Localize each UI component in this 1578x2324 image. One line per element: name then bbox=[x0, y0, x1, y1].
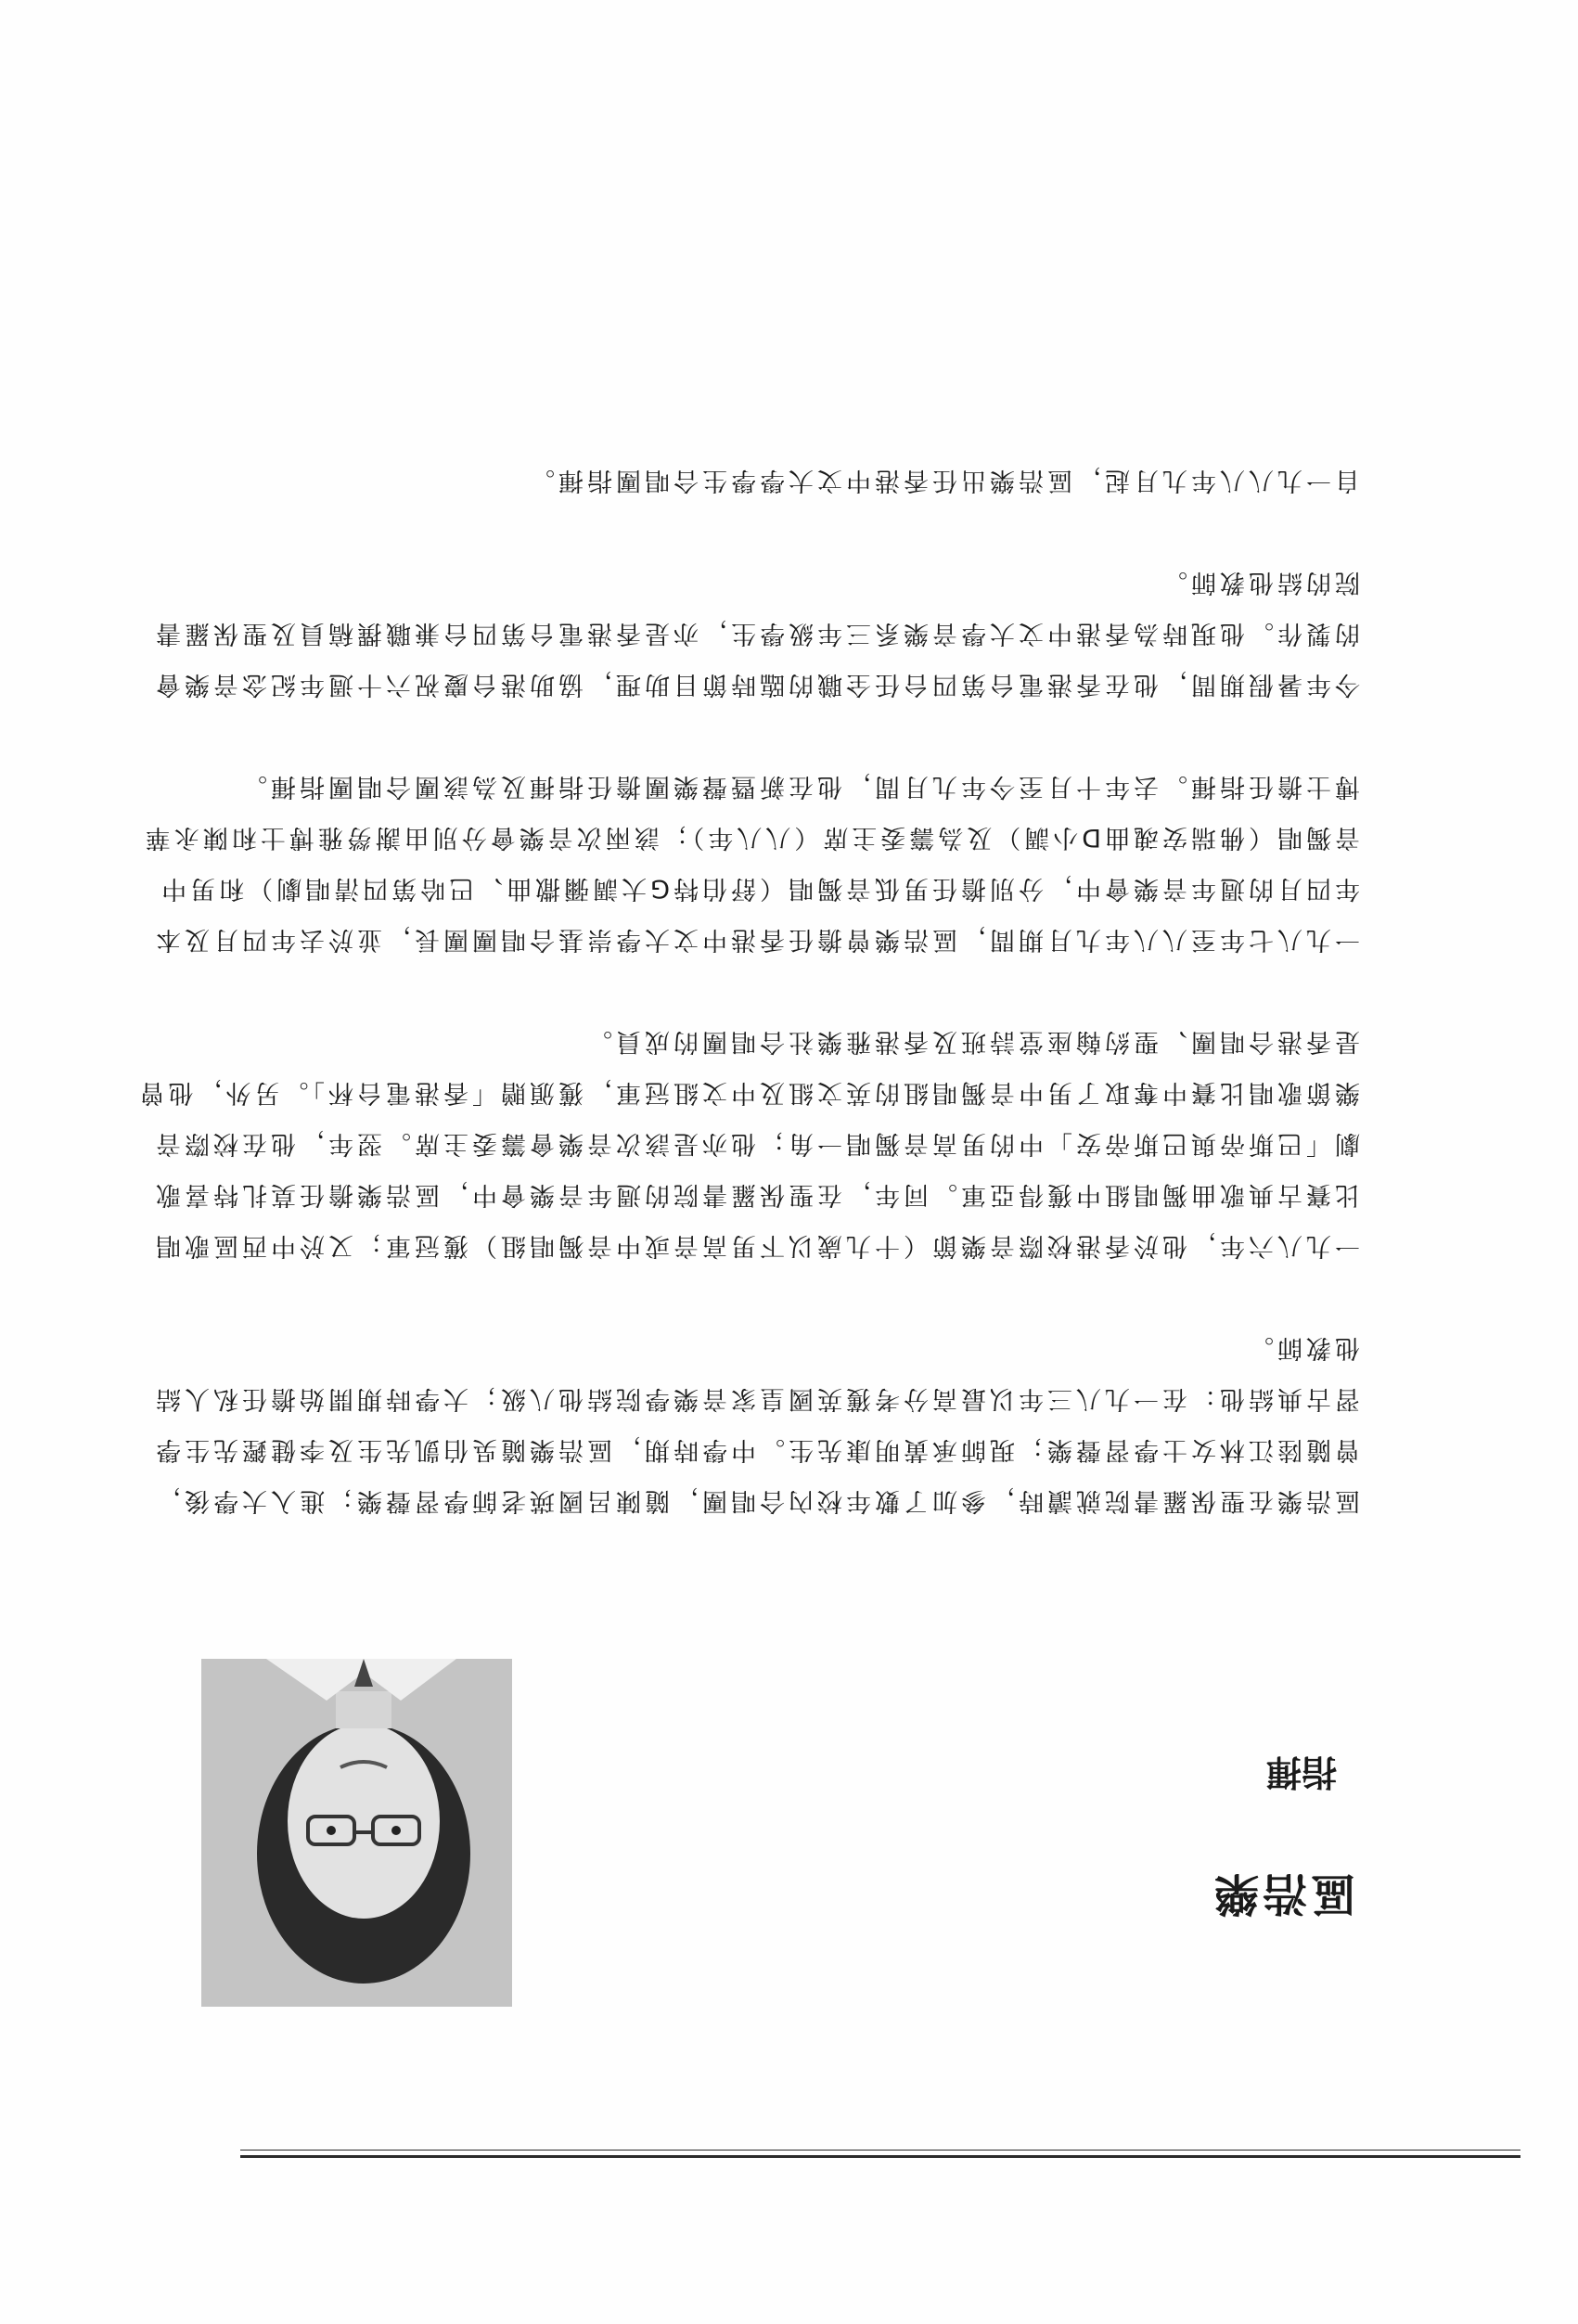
header-block bbox=[706, 1750, 1355, 1930]
bio-paragraph-1: 區浩樂在聖保羅書院就讀時，參加了數年校內合唱團，隨陳呂國瑛老師學習聲樂；進入大學後，曾隨陸江林女士學習聲樂；現師承黃明康先生。中學時期，區浩樂隨吳伯凱先生及李健鏗先生學習古典結他：在一九八三年以最高分考獲英國皇家音樂學院結他八級；大學時期開始擔任私人結他教師。 bbox=[152, 1333, 1360, 1515]
bio-paragraph-4: 今年暑假期間，他在香港電台第四台任全職的臨時節目助理，協助港台慶祝六十週年紀念音樂會的製作。他現時為香港中文大學音樂系三年級學生，亦是香港電台第四台兼職撰稿員及聖保羅書院的結他教師。 bbox=[152, 568, 1360, 699]
top-rule bbox=[240, 2155, 1520, 2158]
top-rule-thin bbox=[240, 2150, 1520, 2151]
person-role: 指揮 bbox=[1265, 1752, 1337, 1793]
person-name: 區浩樂 bbox=[1210, 1868, 1355, 1920]
bio-paragraph-5: 自一九八八年九月起，區浩樂出任香港中文大學學生合唱團指揮。 bbox=[526, 466, 1360, 494]
biography-text bbox=[131, 404, 1360, 1526]
portrait-photo bbox=[201, 1659, 512, 2007]
bio-paragraph-2: 一九八六年，他於香港校際音樂節（十九歲以下男高音或中音獨唱組）獲冠軍；又於中西區歌唱比賽古典歌曲獨唱組中獲得亞軍。同年，在聖保羅書院的週年音樂會中，區浩樂擔任莫扎特喜歌劇「巴斯帝與巴斯帝安」中的男高音獨唱一角；他亦是該次音樂會籌委主席。翌年，他在校際音樂節歌唱比賽中奪取了男中音獨唱組的英文組及中文組冠軍，獲頒贈「香港電台杯」。另外，他曾是香港合唱團、聖約翰座堂詩班及香港雅樂社合唱團的成員。 bbox=[135, 1027, 1360, 1260]
bio-paragraph-3: 一九八七年至八八年九月期間，區浩樂曾擔任香港中文大學崇基合唱團團長，並於去年四月及本年四月的週年音樂會中，分別擔任男低音獨唱（舒伯特G大調彌撒曲、巴哈第四清唱劇）和男中音獨唱（佛瑞安魂曲D小調）及為籌委主席（八八年）；該兩次音樂會分別由謝勞雅博士和陳永華博士擔任指揮。去年十月至今年九月間，他在新暨聲樂團擔任指揮及為該團合唱團指揮。 bbox=[141, 772, 1360, 954]
